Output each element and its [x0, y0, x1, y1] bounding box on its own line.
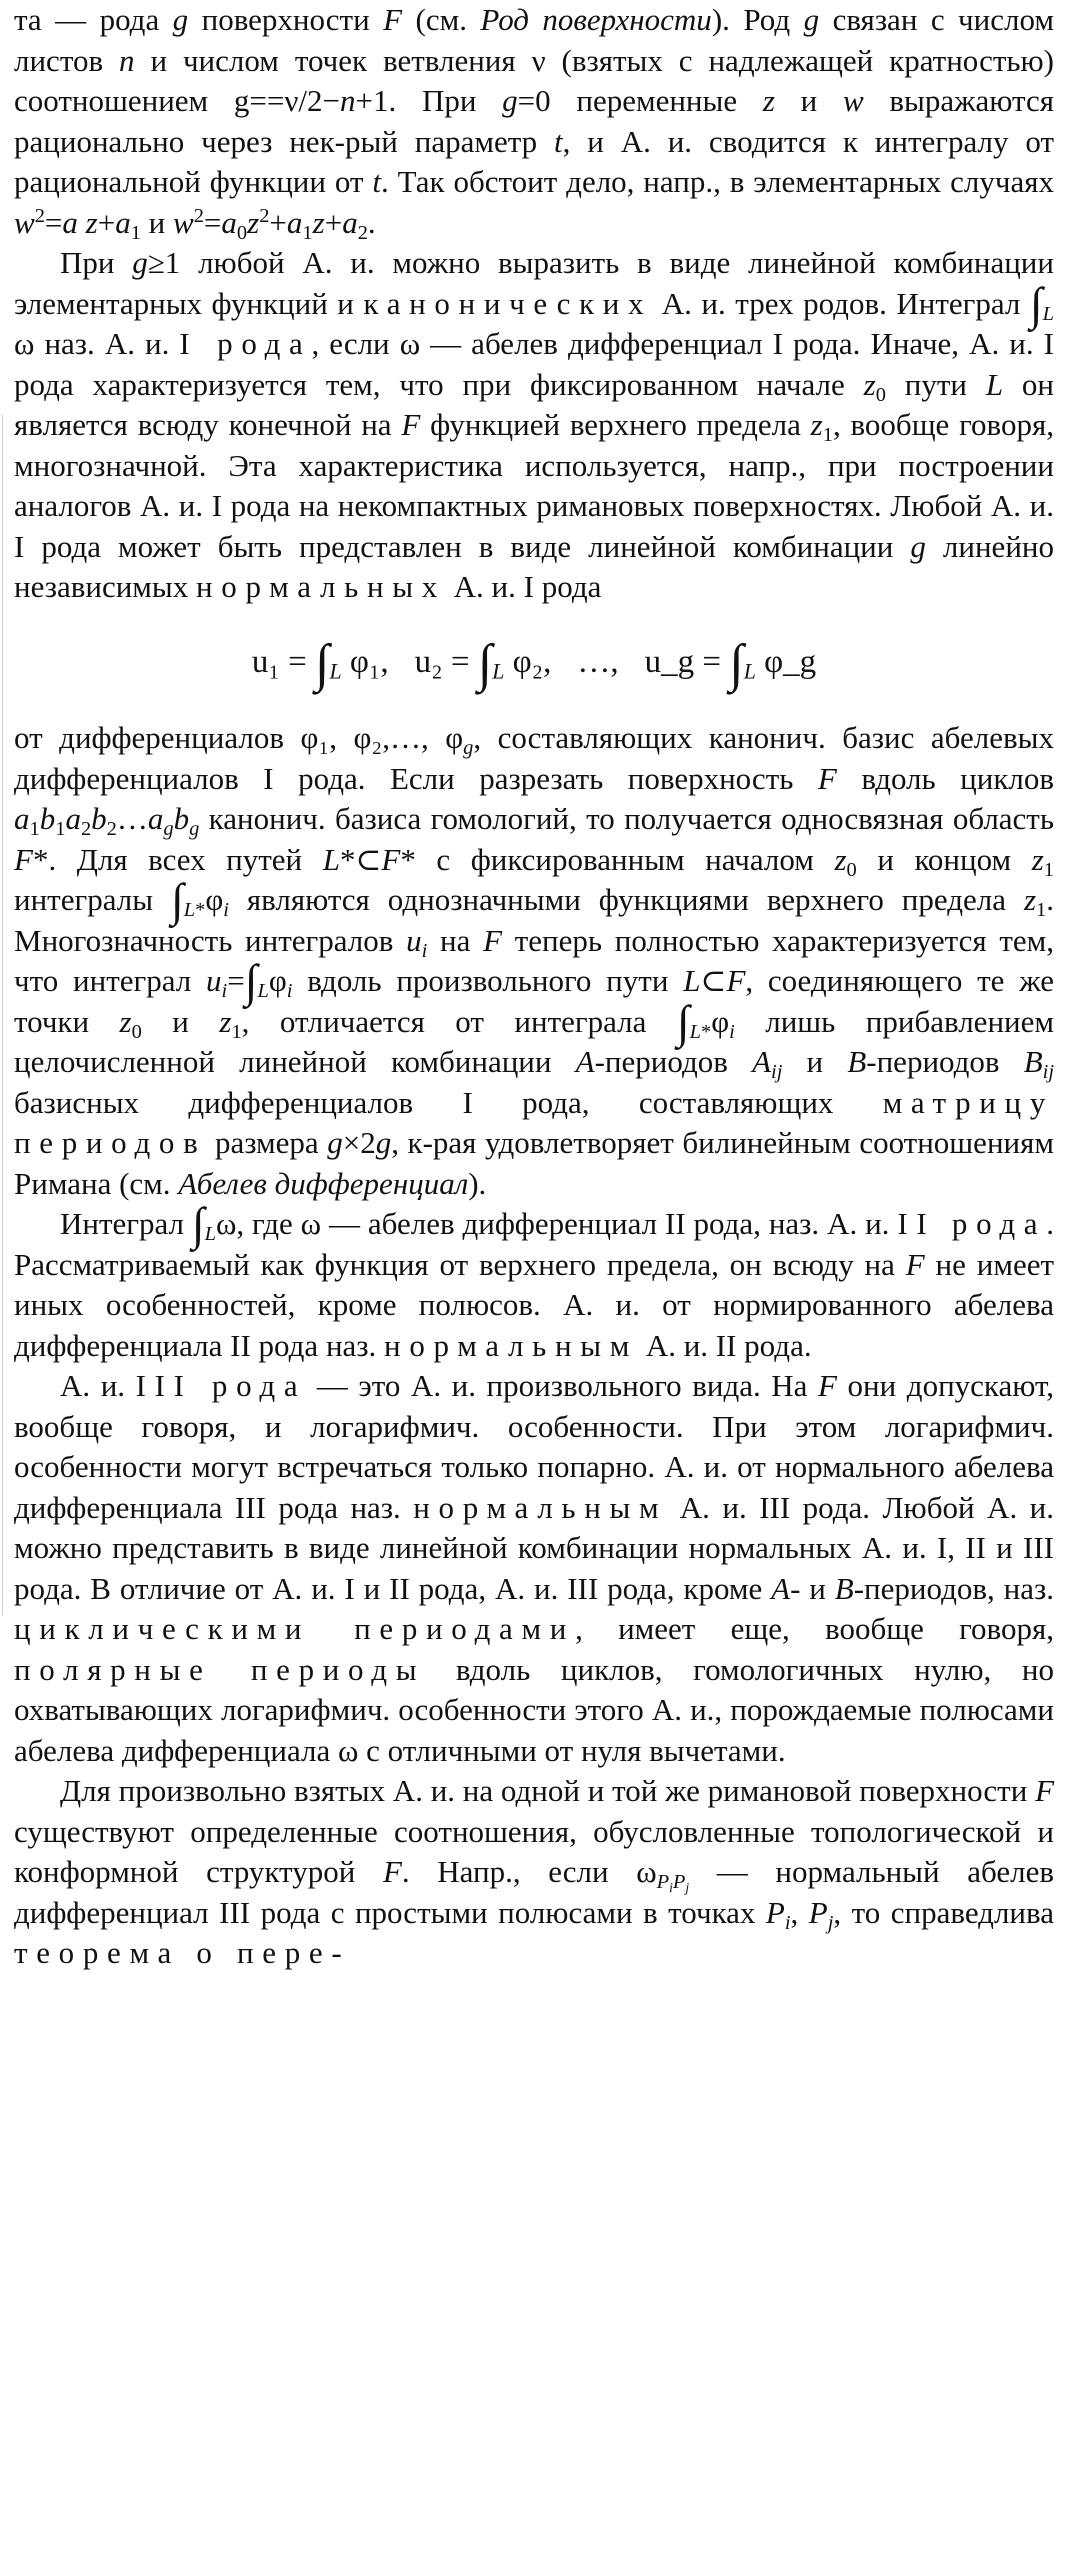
formula-normal-integrals: $u_1 = \int_L$ φ₁, $u_2 = \int_L$ φ₂, …, u_g = $\int_L$ φ_g — [251, 633, 817, 692]
column-rule — [2, 415, 3, 1615]
paragraph-5: А. и. III рода — это А. и. произвольного вида. На F они допускают, вообще говоря, и логарифмич. особенности. При этом логарифмич. особенности могут встречаться только попарно. А. и. от нормального абелева дифференциала III рода наз. нормальным А. и. III рода. Любой А. и. можно представить в виде линейной комбинации нормальных А. и. I, II и III рода. В отличие от А. и. I и II рода, А. и. III рода, кроме A- и B-периодов, наз. циклическими периодами, имеет еще, вообще говоря, полярные периоды вдоль циклов, гомологичных нулю, но охватывающих логарифмич. особенности этого А. и., порождаемые полюсами абелева дифференциала ω с отличными от нуля вычетами. — [14, 1368, 1055, 1768]
paragraph-1: та — рода g поверхности F (см. Род поверхности). Род g связан с числом листов n и числом точек ветвления ν (взятых с надлежащей кратностью) соотношением g==ν/2−n+1. При g=0 переменные z и w выражаются рационально через нек-рый параметр t, и А. и. сводится к интегралу от рациональной функции от t. Так обстоит дело, напр., в элементарных случаях $w^2=a$ $z+a_1$ и $w^2=a_0z^2+a_1z+a_2$. — [14, 2, 1055, 244]
article-column — [14, 0, 1054, 1974]
paragraph-2: При g≥1 любой А. и. можно выразить в виде линейной комбинации элементарных функций и канонических А. и. трех родов. Интеграл $\int_L$ ω наз. А. и. I рода, если ω — абелев дифференциал I рода. Иначе, А. и. I рода характеризуется тем, что при фиксированном начале $z_0$ пути L он является всюду конечной на F функцией верхнего предела $z_1$, вообще говоря, многозначной. Эта характеристика используется, напр., при построении аналогов А. и. I рода на некомпактных римановых поверхностях. Любой А. и. I рода может быть представлен в виде линейной комбинации g линейно независимых нормальных А. и. I рода — [14, 245, 1055, 604]
link-abelev-differencial[interactable]: Абелев дифференциал — [178, 1165, 469, 1201]
paragraph-3: от дифференциалов φ₁, φ₂,…, $\varphi_g$, составляющих канонич. базис абелевых дифференциалов I рода. Если разрезать поверхность F вдоль циклов $a_1b_1a_2b_2\dots a_gb_g$ канонич. базиса гомологий, то получается односвязная область F*. Для всех путей L*⊂F* с фиксированным началом $z_0$ и концом $z_1$ интегралы $\int_{L*}\varphi_i$ являются однозначными функциями верхнего предела $z_1$. Многозначность интегралов $u_i$ на F теперь полностью характеризуется тем, что интеграл $u_i=\int_L\varphi_i$ вдоль произвольного пути L⊂F, соединяющего те же точки $z_0$ и $z_1$, отличается от интеграла $\int_{L*}\varphi_i$ лишь прибавлением целочисленной линейной комбинации A-периодов $A_{ij}$ и B-периодов $B_{ij}$ базисных дифференциалов I рода, составляющих матрицу периодов размера g×2g, к-рая удовлетворяет билинейным соотношениям Римана (см. Абелев дифференциал). — [14, 720, 1055, 1201]
link-rod-poverhnosti[interactable]: Род поверхности — [480, 2, 712, 37]
paragraph-6: Для произвольно взятых А. и. на одной и той же римановой поверхности F существуют определенные соотношения, обусловленные топологической и конформной структурой F. Напр., если $\omega_{P_iP_j}$ — нормальный абелев дифференциал III рода с простыми полюсами в точках $P_i$, $P_j$, то справедлива теорема о пере- — [14, 1773, 1054, 1970]
paragraph-4: Интеграл $\int_L\omega$, где ω — абелев дифференциал II рода, наз. А. и. II рода. Рассматриваемый как функция от верхнего предела, он всюду на F не имеет иных особенностей, кроме полюсов. А. и. от нормированного абелева дифференциала II рода наз. нормальным А. и. II рода. — [14, 1199, 1055, 1363]
